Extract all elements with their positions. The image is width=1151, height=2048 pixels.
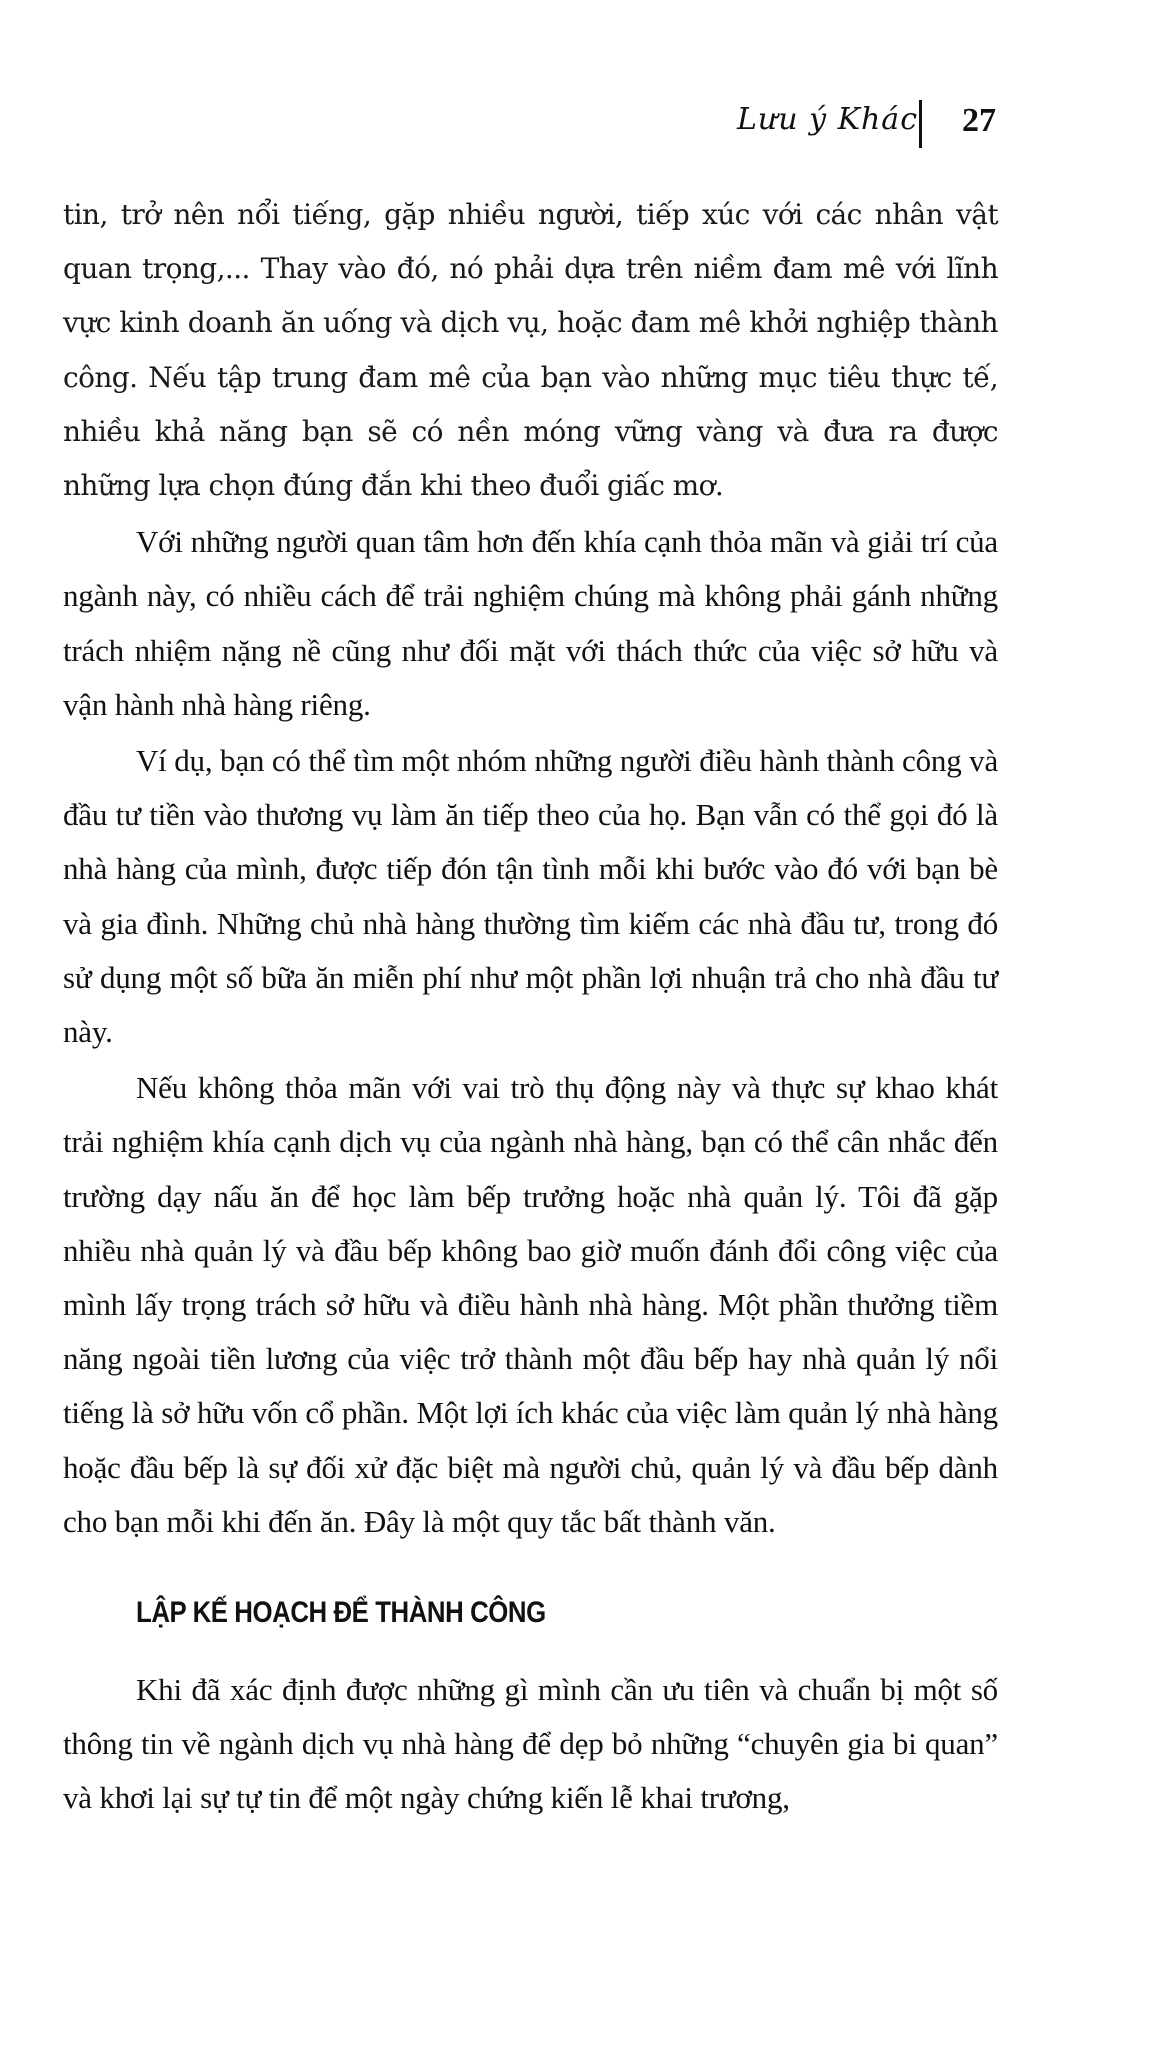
paragraph-continued: tin, trở nên nổi tiếng, gặp nhiều người, tiếp xúc với các nhân vật quan trọng,... Thay vào đó, nó phải dựa trên niềm đam mê với lĩnh vực kinh doanh ăn uống và dịch vụ, hoặc đam mê khởi nghiệp thành công. Nếu tập trung đam mê của bạn vào những mục tiêu thực tế, nhiều khả năng bạn sẽ có nền móng vững vàng và đưa ra được những lựa chọn đúng đắn khi theo đuổi giấc mơ. [63,198,998,503]
running-header [0,92,1151,152]
page-body [63,188,998,1826]
header-divider [919,100,922,148]
paragraph: Ví dụ, bạn có thể tìm một nhóm những người điều hành thành công và đầu tư tiền vào thương vụ làm ăn tiếp theo của họ. Bạn vẫn có thể gọi đó là nhà hàng của mình, được tiếp đón tận tình mỗi khi bước vào đó với bạn bè và gia đình. Những chủ nhà hàng thường tìm kiếm các nhà đầu tư, trong đó sử dụng một số bữa ăn miễn phí như một phần lợi nhuận trả cho nhà đầu tư này. [63,743,998,1050]
section-heading: LẬP KẾ HOẠCH ĐỂ THÀNH CÔNG [136,1596,546,1630]
paragraph: Nếu không thỏa mãn với vai trò thụ động này và thực sự khao khát trải nghiệm khía cạnh dịch vụ của ngành nhà hàng, bạn có thể cân nhắc đến trường dạy nấu ăn để học làm bếp trưởng hoặc nhà quản lý. Tôi đã gặp nhiều nhà quản lý và đầu bếp không bao giờ muốn đánh đổi công việc của mình lấy trọng trách sở hữu và điều hành nhà hàng. Một phần thưởng tiềm năng ngoài tiền lương của việc trở thành một đầu bếp hay nhà quản lý nổi tiếng là sở hữu vốn cổ phần. Một lợi ích khác của việc làm quản lý nhà hàng hoặc đầu bếp là sự đối xử đặc biệt mà người chủ, quản lý và đầu bếp dành cho bạn mỗi khi đến ăn. Đây là một quy tắc bất thành văn. [63,1070,998,1539]
page-number: 27 [962,102,996,139]
running-title: Lưu ý Khác [736,102,918,137]
paragraph: Khi đã xác định được những gì mình cần ưu tiên và chuẩn bị một số thông tin về ngành dịch vụ nhà hàng để dẹp bỏ những “chuyên gia bi quan” và khơi lại sự tự tin để một ngày chứng kiến lễ khai trương, [63,1672,998,1816]
paragraph: Với những người quan tâm hơn đến khía cạnh thỏa mãn và giải trí của ngành này, có nhiều cách để trải nghiệm chúng mà không phải gánh những trách nhiệm nặng nề cũng như đối mặt với thách thức của việc sở hữu và vận hành nhà hàng riêng. [63,524,998,722]
